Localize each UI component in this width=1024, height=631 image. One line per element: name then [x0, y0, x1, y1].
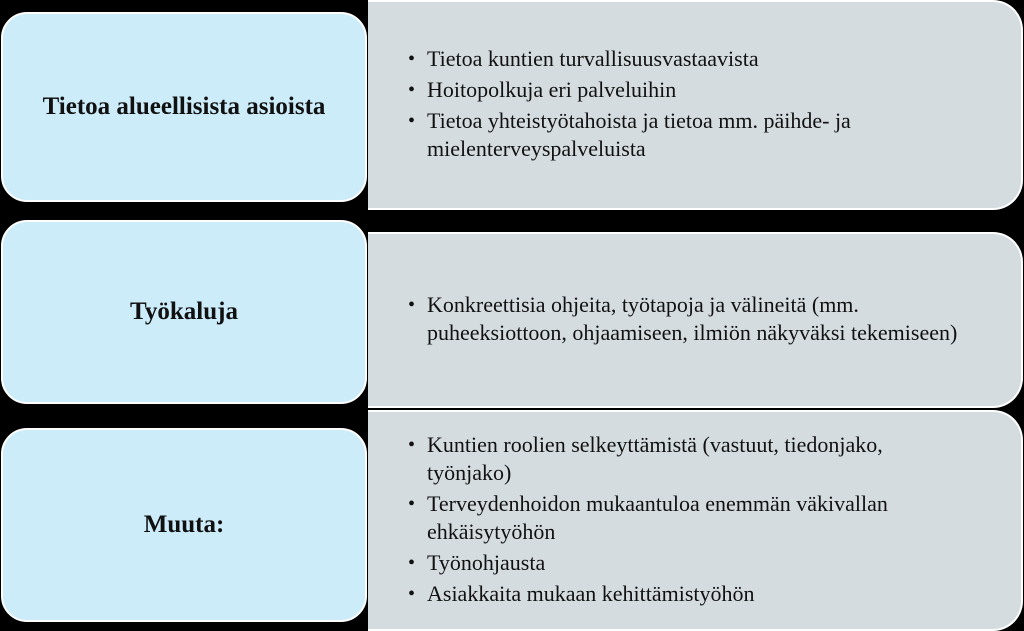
row-other: [0, 408, 1024, 631]
category-box: [1, 428, 367, 622]
list-item: [408, 107, 917, 163]
bullet-icon: •: [408, 293, 416, 316]
category-box: [1, 220, 367, 404]
bullet-icon: •: [408, 109, 416, 132]
list-item: [408, 490, 967, 546]
detail-box: [368, 232, 1023, 408]
list-item-text: Tietoa yhteistyötahoista ja tietoa mm. päihde- ja mielenterveyspalveluista: [427, 107, 851, 161]
bullet-list: [408, 431, 967, 611]
bullet-icon: •: [408, 492, 416, 515]
list-item: [408, 549, 967, 577]
list-item-text: Työnohjausta: [427, 549, 546, 575]
row-regional-info: [0, 0, 1024, 212]
detail-box: [368, 0, 1023, 210]
list-item-text: Terveydenhoidon mukaantuloa enemmän väkivallan ehkäisytyöhön: [427, 490, 888, 544]
list-item: [408, 45, 917, 73]
category-title: Tietoa alueellisista asioista: [42, 93, 326, 120]
bullet-icon: •: [408, 433, 416, 456]
category-title: Muuta:: [143, 511, 225, 538]
list-item: [408, 431, 937, 487]
list-item: [408, 76, 917, 104]
bullet-list: [408, 291, 987, 350]
list-item-text: Tietoa kuntien turvallisuusvastaavista: [427, 45, 759, 71]
row-tools: [0, 214, 1024, 406]
list-item-text: Kuntien roolien selkeyttämistä (vastuut, tiedonjako, työnjako): [427, 431, 883, 485]
bullet-icon: •: [408, 551, 416, 574]
bullet-icon: •: [408, 78, 416, 101]
category-box: [1, 12, 367, 202]
bullet-icon: •: [408, 582, 416, 605]
list-item-text: Konkreettisia ohjeita, työtapoja ja välineitä (mm. puheeksiottoon, ohjaamiseen, ilmiön näkyväksi tekemiseen): [427, 291, 958, 345]
list-item: [408, 291, 987, 347]
list-item: [408, 580, 967, 608]
bullet-icon: •: [408, 47, 416, 70]
detail-box: [368, 410, 1023, 631]
bullet-list: [408, 45, 917, 166]
category-title: Työkaluja: [130, 298, 238, 325]
list-item-text: Asiakkaita mukaan kehittämistyöhön: [427, 580, 755, 606]
list-item-text: Hoitopolkuja eri palveluihin: [427, 76, 677, 102]
